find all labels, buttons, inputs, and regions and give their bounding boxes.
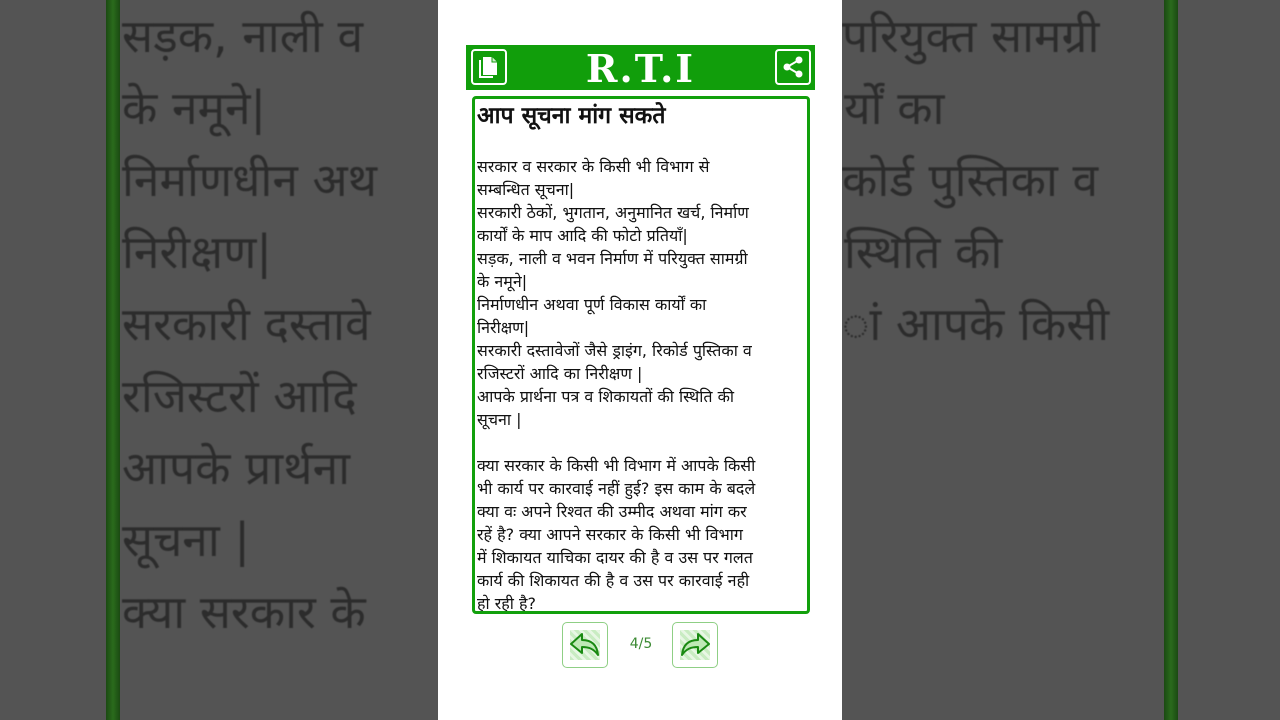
bg-line: ां आपके किसी xyxy=(842,297,1110,351)
next-page-button[interactable] xyxy=(672,622,718,668)
bg-line: सड़क, नाली व xyxy=(122,9,364,63)
body-line: कार्य की शिकायत की है व उस पर कारवाई नही xyxy=(477,571,750,590)
body-line: निरीक्षण| xyxy=(477,318,530,337)
body-line: सड़क, नाली व भवन निर्माण में परियुक्त सामग्री xyxy=(477,249,748,268)
body-line: सूचना | xyxy=(477,410,522,429)
bg-line: सरकारी दस्तावे xyxy=(122,297,371,351)
bg-line: निर्माणधीन अथ xyxy=(122,153,378,207)
body-line: निर्माणधीन अथवा पूर्ण विकास कार्यों का xyxy=(477,295,707,314)
forward-arrow-icon xyxy=(679,631,711,659)
body-line: सरकारी ठेकों, भुगतान, अनुमानित खर्च, निर्माण xyxy=(477,203,749,222)
body-line: रजिस्टरों आदि का निरीक्षण | xyxy=(477,364,643,383)
bg-line: सूचना | xyxy=(122,513,250,567)
body-line: रहें है? क्या आपने सरकार के किसी भी विभाग xyxy=(477,525,743,544)
body-line: भी कार्य पर कारवाई नहीं हुई? इस काम के बदले xyxy=(477,479,756,498)
app-header xyxy=(466,45,815,90)
body-line: सरकार व सरकार के किसी भी विभाग से xyxy=(477,157,710,176)
app-screen xyxy=(438,0,842,720)
content-card xyxy=(472,96,810,614)
content-heading: आप सूचना मांग सकते xyxy=(477,103,666,129)
bg-line: कोर्ड पुस्तिका व xyxy=(842,153,1099,207)
back-arrow-icon xyxy=(569,631,601,659)
content-body xyxy=(477,155,807,614)
body-line: कार्यों के माप आदि की फोटो प्रतियाँ| xyxy=(477,226,688,245)
body-line: के नमूने| xyxy=(477,272,528,291)
bg-line: निरीक्षण| xyxy=(122,225,272,279)
background-stripe xyxy=(106,0,120,720)
background-text-right xyxy=(842,0,1280,360)
body-line: आपके प्रार्थना पत्र व शिकायतों की स्थिति की xyxy=(477,387,735,406)
body-line: क्या सरकार के किसी भी विभाग में आपके किसी xyxy=(477,456,756,475)
paragraph-gap xyxy=(477,431,807,454)
app-title: R.T.I xyxy=(585,46,696,91)
background-right xyxy=(842,0,1280,720)
share-button[interactable] xyxy=(775,49,811,85)
body-line: सम्बन्धित सूचना| xyxy=(477,180,575,199)
body-line: हो रही है? xyxy=(477,594,536,613)
bg-line: रजिस्टरों आदि xyxy=(122,369,357,423)
previous-page-button[interactable] xyxy=(562,622,608,668)
body-line: क्या वः अपने रिश्वत की उम्मीद अथवा मांग कर xyxy=(477,502,747,521)
bg-line: स्थिति की xyxy=(844,225,1003,279)
bg-line: क्या सरकार के xyxy=(122,585,366,639)
bg-line: परियुक्त सामग्री xyxy=(842,9,1100,63)
body-line: में शिकायत याचिका दायर की है व उस पर गलत xyxy=(477,548,753,567)
bg-line: के नमूने| xyxy=(122,81,267,135)
background-left xyxy=(0,0,438,720)
bg-line: आपके प्रार्थना xyxy=(122,441,351,495)
body-line: सरकारी दस्तावेजों जैसे ड्राइंग, रिकोर्ड पुस्तिका व xyxy=(477,341,752,360)
page-indicator: 4/5 xyxy=(629,636,653,652)
share-icon xyxy=(781,55,805,79)
background-text-left xyxy=(122,0,438,648)
bg-line: र्यों का xyxy=(844,81,945,135)
